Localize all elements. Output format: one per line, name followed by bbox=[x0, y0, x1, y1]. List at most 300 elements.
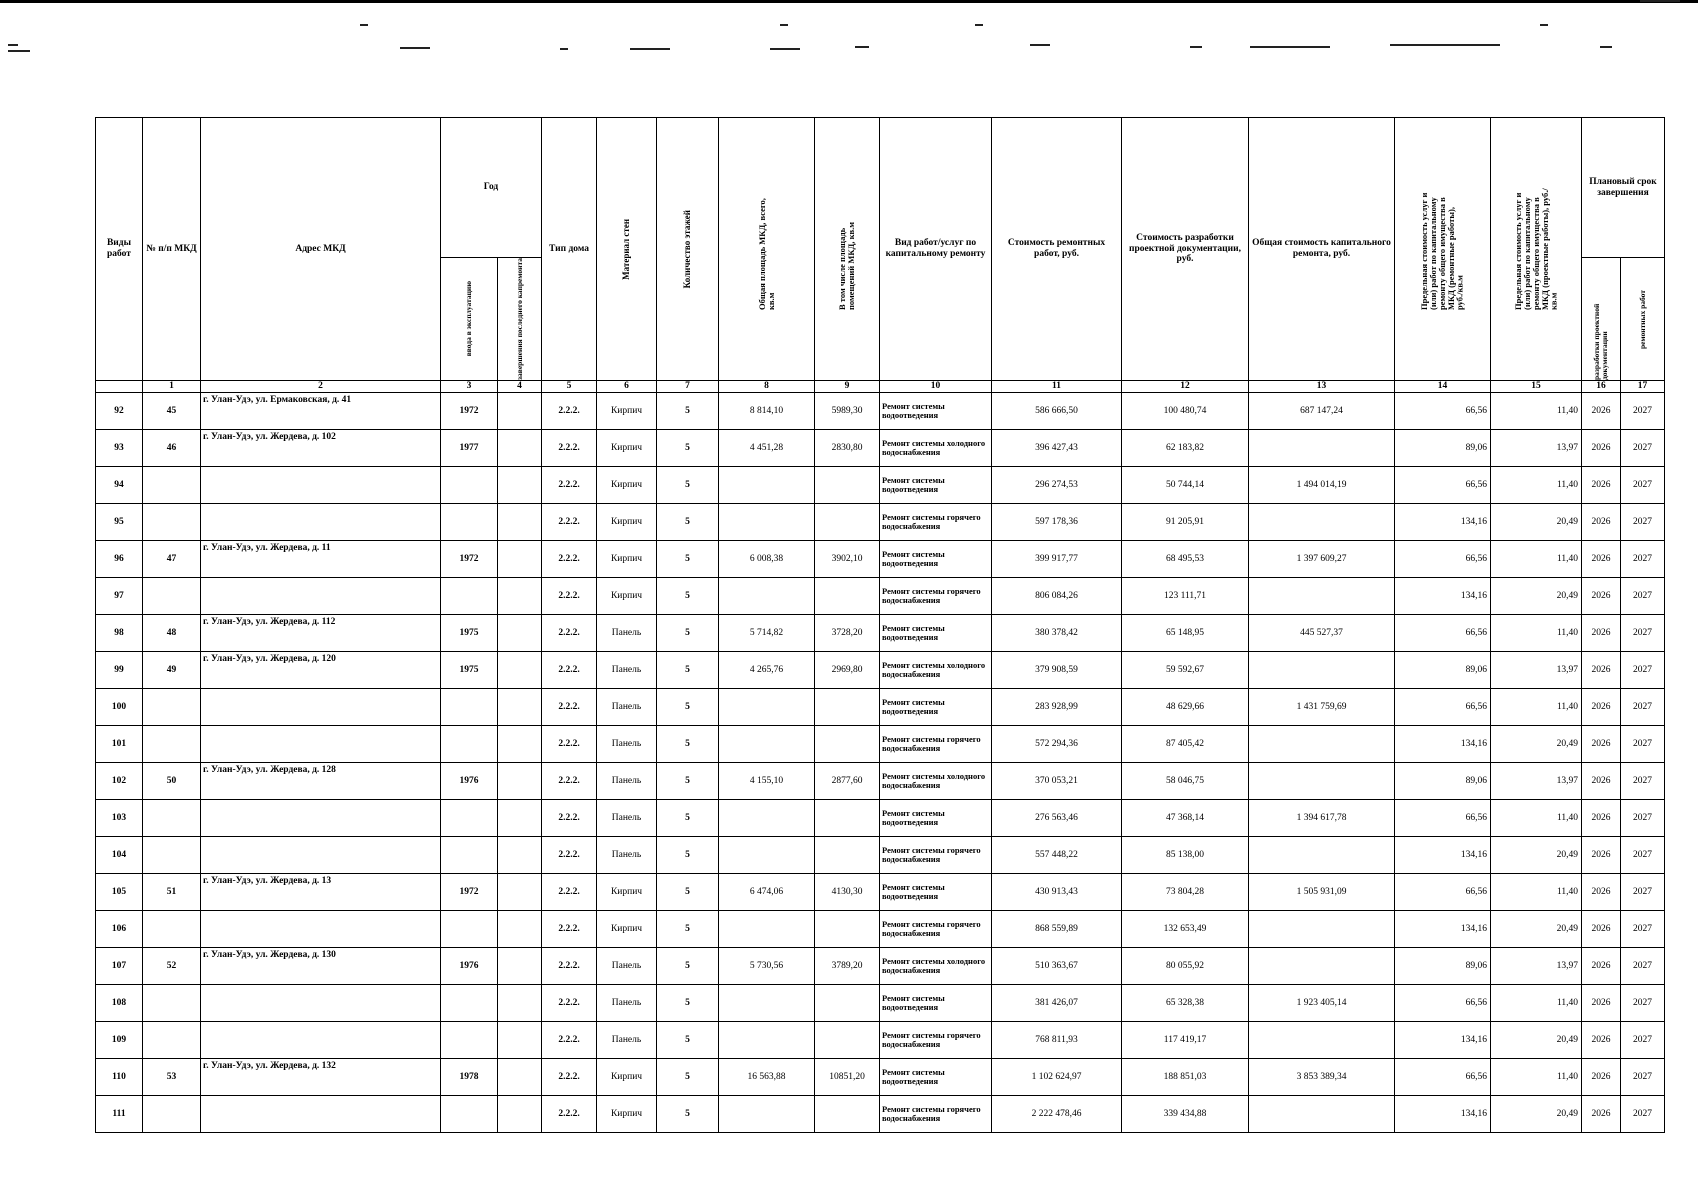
cell-floors: 5 bbox=[657, 947, 719, 984]
cell-term-design: 2026 bbox=[1582, 577, 1621, 614]
page-top-border bbox=[0, 0, 1698, 3]
cell-premises-area bbox=[815, 503, 880, 540]
cell-total-cost bbox=[1249, 577, 1395, 614]
cell-term-works: 2027 bbox=[1621, 1021, 1665, 1058]
cell-house-type: 2.2.2. bbox=[542, 429, 597, 466]
cell-total-cost: 1 431 759,69 bbox=[1249, 688, 1395, 725]
cell-year-last-repair bbox=[498, 799, 542, 836]
cell-design-cost: 123 111,71 bbox=[1122, 577, 1249, 614]
table-row bbox=[96, 984, 1665, 1021]
cell-house-type: 2.2.2. bbox=[542, 762, 597, 799]
column-number: 4 bbox=[498, 381, 542, 393]
cell-house-type: 2.2.2. bbox=[542, 466, 597, 503]
cell-year-built: 1972 bbox=[441, 540, 498, 577]
cell-work-type: Ремонт системы водоотведения bbox=[880, 466, 992, 503]
cell-design-cost: 80 055,92 bbox=[1122, 947, 1249, 984]
cell-address: г. Улан-Удэ, ул. Жердева, д. 128 bbox=[201, 762, 441, 799]
header-repair-cost: Стоимость ремонтных работ, руб. bbox=[992, 118, 1122, 381]
cell-work-type: Ремонт системы горячего водоснабжения bbox=[880, 1095, 992, 1132]
header-work-type: Вид работ/услуг по капитальному ремонту bbox=[880, 118, 992, 381]
cell-repair-cost: 868 559,89 bbox=[992, 910, 1122, 947]
cell-term-works: 2027 bbox=[1621, 762, 1665, 799]
cell-premises-area bbox=[815, 466, 880, 503]
cell-floors: 5 bbox=[657, 540, 719, 577]
cell-term-works: 2027 bbox=[1621, 799, 1665, 836]
cell-repair-cost: 510 363,67 bbox=[992, 947, 1122, 984]
cell-premises-area bbox=[815, 1021, 880, 1058]
cell-year-built bbox=[441, 836, 498, 873]
cell-limit-cost-design: 11,40 bbox=[1491, 540, 1582, 577]
cell-total-area: 4 265,76 bbox=[719, 651, 815, 688]
cell-limit-cost-repair: 66,56 bbox=[1395, 799, 1491, 836]
column-number: 7 bbox=[657, 381, 719, 393]
cell-year-built: 1977 bbox=[441, 429, 498, 466]
cell-limit-cost-design: 20,49 bbox=[1491, 910, 1582, 947]
header-total-cost: Общая стоимость капитального ремонта, руб. bbox=[1249, 118, 1395, 381]
cell-design-cost: 100 480,74 bbox=[1122, 392, 1249, 429]
cell-limit-cost-repair: 66,56 bbox=[1395, 392, 1491, 429]
cell-limit-cost-design: 11,40 bbox=[1491, 466, 1582, 503]
cell-term-works: 2027 bbox=[1621, 466, 1665, 503]
header-limit-cost-repair: Предельная стоимость услуг и (или) работ по капитальному ремонту общего имущества в МКД (ремонтные работы), руб./кв.м bbox=[1395, 118, 1491, 381]
header-year-built: ввода в эксплуатацию bbox=[441, 258, 498, 381]
cell-repair-cost: 597 178,36 bbox=[992, 503, 1122, 540]
cell-num-mkd bbox=[143, 984, 201, 1021]
cell-repair-cost: 586 666,50 bbox=[992, 392, 1122, 429]
header-num-mkd: № п/п МКД bbox=[143, 118, 201, 381]
cell-limit-cost-design: 13,97 bbox=[1491, 762, 1582, 799]
cell-year-last-repair bbox=[498, 614, 542, 651]
cell-address: г. Улан-Удэ, ул. Жердева, д. 130 bbox=[201, 947, 441, 984]
cell-term-works: 2027 bbox=[1621, 873, 1665, 910]
cell-work-type: Ремонт системы горячего водоснабжения bbox=[880, 725, 992, 762]
cell-term-works: 2027 bbox=[1621, 725, 1665, 762]
table-row bbox=[96, 614, 1665, 651]
cell-floors: 5 bbox=[657, 392, 719, 429]
table-row bbox=[96, 429, 1665, 466]
cell-term-design: 2026 bbox=[1582, 873, 1621, 910]
cell-term-design: 2026 bbox=[1582, 614, 1621, 651]
table-row bbox=[96, 1095, 1665, 1132]
cell-limit-cost-repair: 66,56 bbox=[1395, 688, 1491, 725]
cell-floors: 5 bbox=[657, 762, 719, 799]
table-row bbox=[96, 947, 1665, 984]
cell-wall-material: Кирпич bbox=[597, 540, 657, 577]
cell-num-mkd: 50 bbox=[143, 762, 201, 799]
cell-limit-cost-design: 11,40 bbox=[1491, 688, 1582, 725]
cell-wall-material: Панель bbox=[597, 1021, 657, 1058]
cell-term-works: 2027 bbox=[1621, 429, 1665, 466]
cell-limit-cost-design: 11,40 bbox=[1491, 1058, 1582, 1095]
header-address: Адрес МКД bbox=[201, 118, 441, 381]
cell-limit-cost-repair: 134,16 bbox=[1395, 910, 1491, 947]
cell-house-type: 2.2.2. bbox=[542, 688, 597, 725]
cell-design-cost: 68 495,53 bbox=[1122, 540, 1249, 577]
cell-work-type: Ремонт системы холодного водоснабжения bbox=[880, 762, 992, 799]
cell-num-mkd bbox=[143, 1021, 201, 1058]
cell-address: г. Улан-Удэ, ул. Жердева, д. 13 bbox=[201, 873, 441, 910]
cell-floors: 5 bbox=[657, 984, 719, 1021]
cell-term-design: 2026 bbox=[1582, 466, 1621, 503]
cell-total-area: 6 008,38 bbox=[719, 540, 815, 577]
cell-term-design: 2026 bbox=[1582, 725, 1621, 762]
cell-limit-cost-repair: 134,16 bbox=[1395, 836, 1491, 873]
cell-term-works: 2027 bbox=[1621, 651, 1665, 688]
cell-address bbox=[201, 688, 441, 725]
table-row bbox=[96, 651, 1665, 688]
cell-vid: 100 bbox=[96, 688, 143, 725]
cell-limit-cost-repair: 89,06 bbox=[1395, 762, 1491, 799]
cell-premises-area bbox=[815, 688, 880, 725]
table-row bbox=[96, 540, 1665, 577]
cell-premises-area: 2830,80 bbox=[815, 429, 880, 466]
cell-total-area bbox=[719, 503, 815, 540]
cell-address: г. Улан-Удэ, ул. Ермаковская, д. 41 bbox=[201, 392, 441, 429]
cell-limit-cost-repair: 89,06 bbox=[1395, 651, 1491, 688]
table-row bbox=[96, 688, 1665, 725]
cell-wall-material: Панель bbox=[597, 799, 657, 836]
cell-floors: 5 bbox=[657, 651, 719, 688]
cell-limit-cost-repair: 66,56 bbox=[1395, 873, 1491, 910]
cell-wall-material: Панель bbox=[597, 762, 657, 799]
cell-term-works: 2027 bbox=[1621, 836, 1665, 873]
cell-total-cost: 3 853 389,34 bbox=[1249, 1058, 1395, 1095]
column-number: 13 bbox=[1249, 381, 1395, 393]
cell-year-built: 1972 bbox=[441, 873, 498, 910]
column-number: 6 bbox=[597, 381, 657, 393]
cell-vid: 94 bbox=[96, 466, 143, 503]
cell-total-area bbox=[719, 725, 815, 762]
cell-year-built bbox=[441, 466, 498, 503]
cell-work-type: Ремонт системы водоотведения bbox=[880, 799, 992, 836]
cell-year-last-repair bbox=[498, 577, 542, 614]
cell-term-works: 2027 bbox=[1621, 540, 1665, 577]
cell-floors: 5 bbox=[657, 799, 719, 836]
cell-num-mkd: 45 bbox=[143, 392, 201, 429]
header-premises-area: В том числе площадь помещений МКД, кв.м bbox=[815, 118, 880, 381]
cell-design-cost: 48 629,66 bbox=[1122, 688, 1249, 725]
cell-year-last-repair bbox=[498, 836, 542, 873]
cell-num-mkd bbox=[143, 836, 201, 873]
cell-limit-cost-design: 20,49 bbox=[1491, 836, 1582, 873]
cell-limit-cost-design: 20,49 bbox=[1491, 1095, 1582, 1132]
cell-house-type: 2.2.2. bbox=[542, 1095, 597, 1132]
header-row bbox=[96, 118, 1665, 258]
cell-vid: 108 bbox=[96, 984, 143, 1021]
table-row bbox=[96, 836, 1665, 873]
cell-year-last-repair bbox=[498, 873, 542, 910]
cell-house-type: 2.2.2. bbox=[542, 984, 597, 1021]
cell-premises-area bbox=[815, 1095, 880, 1132]
cell-floors: 5 bbox=[657, 1058, 719, 1095]
cell-repair-cost: 1 102 624,97 bbox=[992, 1058, 1122, 1095]
cell-repair-cost: 379 908,59 bbox=[992, 651, 1122, 688]
cell-premises-area: 5989,30 bbox=[815, 392, 880, 429]
table-row bbox=[96, 910, 1665, 947]
cell-vid: 103 bbox=[96, 799, 143, 836]
cell-limit-cost-design: 11,40 bbox=[1491, 799, 1582, 836]
cell-premises-area: 4130,30 bbox=[815, 873, 880, 910]
cell-year-built: 1976 bbox=[441, 947, 498, 984]
cell-term-works: 2027 bbox=[1621, 392, 1665, 429]
cell-year-built bbox=[441, 1095, 498, 1132]
cell-limit-cost-repair: 66,56 bbox=[1395, 984, 1491, 1021]
cell-vid: 92 bbox=[96, 392, 143, 429]
cell-total-area bbox=[719, 1095, 815, 1132]
cell-total-area: 16 563,88 bbox=[719, 1058, 815, 1095]
cell-limit-cost-repair: 134,16 bbox=[1395, 1095, 1491, 1132]
cell-wall-material: Панель bbox=[597, 651, 657, 688]
cell-term-works: 2027 bbox=[1621, 1058, 1665, 1095]
table-row bbox=[96, 725, 1665, 762]
cell-design-cost: 58 046,75 bbox=[1122, 762, 1249, 799]
cell-vid: 99 bbox=[96, 651, 143, 688]
cell-year-last-repair bbox=[498, 1095, 542, 1132]
cell-year-last-repair bbox=[498, 651, 542, 688]
cell-vid: 105 bbox=[96, 873, 143, 910]
cell-num-mkd: 52 bbox=[143, 947, 201, 984]
cell-year-last-repair bbox=[498, 1021, 542, 1058]
cell-year-last-repair bbox=[498, 429, 542, 466]
table-row bbox=[96, 392, 1665, 429]
header-floors: Количество этажей bbox=[657, 118, 719, 381]
cell-address bbox=[201, 1095, 441, 1132]
cell-total-area bbox=[719, 910, 815, 947]
cell-num-mkd bbox=[143, 503, 201, 540]
cell-total-area: 8 814,10 bbox=[719, 392, 815, 429]
cell-term-works: 2027 bbox=[1621, 688, 1665, 725]
header-wall-material: Материал стен bbox=[597, 118, 657, 381]
cell-house-type: 2.2.2. bbox=[542, 577, 597, 614]
cell-vid: 101 bbox=[96, 725, 143, 762]
cell-total-cost bbox=[1249, 725, 1395, 762]
cell-house-type: 2.2.2. bbox=[542, 947, 597, 984]
cell-address bbox=[201, 836, 441, 873]
cell-house-type: 2.2.2. bbox=[542, 910, 597, 947]
cell-work-type: Ремонт системы горячего водоснабжения bbox=[880, 503, 992, 540]
cell-total-cost bbox=[1249, 836, 1395, 873]
cell-address bbox=[201, 725, 441, 762]
column-number: 17 bbox=[1621, 381, 1665, 393]
cell-vid: 96 bbox=[96, 540, 143, 577]
cell-address: г. Улан-Удэ, ул. Жердева, д. 132 bbox=[201, 1058, 441, 1095]
cell-repair-cost: 296 274,53 bbox=[992, 466, 1122, 503]
cell-year-built: 1972 bbox=[441, 392, 498, 429]
cell-house-type: 2.2.2. bbox=[542, 392, 597, 429]
cell-num-mkd: 49 bbox=[143, 651, 201, 688]
table-row bbox=[96, 503, 1665, 540]
cell-design-cost: 132 653,49 bbox=[1122, 910, 1249, 947]
cell-work-type: Ремонт системы водоотведения bbox=[880, 614, 992, 651]
cell-num-mkd: 47 bbox=[143, 540, 201, 577]
cell-design-cost: 85 138,00 bbox=[1122, 836, 1249, 873]
cell-repair-cost: 381 426,07 bbox=[992, 984, 1122, 1021]
cell-vid: 95 bbox=[96, 503, 143, 540]
cell-year-built bbox=[441, 577, 498, 614]
cell-limit-cost-design: 20,49 bbox=[1491, 1021, 1582, 1058]
cell-vid: 104 bbox=[96, 836, 143, 873]
column-number: 3 bbox=[441, 381, 498, 393]
cell-premises-area: 3902,10 bbox=[815, 540, 880, 577]
cell-work-type: Ремонт системы горячего водоснабжения bbox=[880, 1021, 992, 1058]
cell-vid: 109 bbox=[96, 1021, 143, 1058]
table-row bbox=[96, 1021, 1665, 1058]
cell-term-design: 2026 bbox=[1582, 1058, 1621, 1095]
cell-term-design: 2026 bbox=[1582, 540, 1621, 577]
cell-repair-cost: 283 928,99 bbox=[992, 688, 1122, 725]
cell-year-built bbox=[441, 1021, 498, 1058]
cell-term-design: 2026 bbox=[1582, 1095, 1621, 1132]
cell-floors: 5 bbox=[657, 614, 719, 651]
cell-wall-material: Панель bbox=[597, 725, 657, 762]
cell-wall-material: Кирпич bbox=[597, 503, 657, 540]
cell-total-area: 4 155,10 bbox=[719, 762, 815, 799]
table-row bbox=[96, 466, 1665, 503]
cell-work-type: Ремонт системы водоотведения bbox=[880, 540, 992, 577]
cell-total-area bbox=[719, 1021, 815, 1058]
cell-year-last-repair bbox=[498, 466, 542, 503]
cell-work-type: Ремонт системы водоотведения bbox=[880, 873, 992, 910]
cell-term-design: 2026 bbox=[1582, 688, 1621, 725]
cell-floors: 5 bbox=[657, 688, 719, 725]
cell-total-cost: 1 494 014,19 bbox=[1249, 466, 1395, 503]
cell-limit-cost-repair: 89,06 bbox=[1395, 947, 1491, 984]
cell-limit-cost-design: 20,49 bbox=[1491, 503, 1582, 540]
cell-term-design: 2026 bbox=[1582, 799, 1621, 836]
cell-wall-material: Кирпич bbox=[597, 910, 657, 947]
cell-num-mkd bbox=[143, 725, 201, 762]
header-term-works: ремонтных работ bbox=[1621, 258, 1665, 381]
cell-year-built bbox=[441, 725, 498, 762]
cell-limit-cost-design: 13,97 bbox=[1491, 651, 1582, 688]
cell-premises-area bbox=[815, 725, 880, 762]
column-number: 15 bbox=[1491, 381, 1582, 393]
cell-limit-cost-repair: 66,56 bbox=[1395, 540, 1491, 577]
cell-num-mkd bbox=[143, 466, 201, 503]
cell-work-type: Ремонт системы горячего водоснабжения bbox=[880, 577, 992, 614]
capital-repair-table bbox=[95, 117, 1665, 1133]
cell-floors: 5 bbox=[657, 503, 719, 540]
cell-total-area: 5 730,56 bbox=[719, 947, 815, 984]
cell-premises-area: 2969,80 bbox=[815, 651, 880, 688]
cell-year-last-repair bbox=[498, 947, 542, 984]
cell-floors: 5 bbox=[657, 466, 719, 503]
cell-total-cost bbox=[1249, 910, 1395, 947]
cell-design-cost: 188 851,03 bbox=[1122, 1058, 1249, 1095]
column-number: 12 bbox=[1122, 381, 1249, 393]
cell-vid: 107 bbox=[96, 947, 143, 984]
table-row bbox=[96, 799, 1665, 836]
cell-term-works: 2027 bbox=[1621, 910, 1665, 947]
cell-term-works: 2027 bbox=[1621, 1095, 1665, 1132]
cell-floors: 5 bbox=[657, 910, 719, 947]
cell-wall-material: Кирпич bbox=[597, 577, 657, 614]
cell-house-type: 2.2.2. bbox=[542, 503, 597, 540]
header-total-area: Общая площадь МКД, всего, кв.м bbox=[719, 118, 815, 381]
cell-repair-cost: 557 448,22 bbox=[992, 836, 1122, 873]
cell-limit-cost-design: 20,49 bbox=[1491, 725, 1582, 762]
cell-term-design: 2026 bbox=[1582, 1021, 1621, 1058]
cell-vid: 98 bbox=[96, 614, 143, 651]
cell-work-type: Ремонт системы холодного водоснабжения bbox=[880, 429, 992, 466]
cell-address: г. Улан-Удэ, ул. Жердева, д. 120 bbox=[201, 651, 441, 688]
column-number-row bbox=[96, 381, 1665, 393]
cell-vid: 102 bbox=[96, 762, 143, 799]
header-term-design: разработки проектной документации bbox=[1582, 258, 1621, 381]
cell-wall-material: Панель bbox=[597, 947, 657, 984]
cell-term-design: 2026 bbox=[1582, 392, 1621, 429]
cell-floors: 5 bbox=[657, 725, 719, 762]
cell-num-mkd: 48 bbox=[143, 614, 201, 651]
cell-total-cost bbox=[1249, 429, 1395, 466]
cell-num-mkd bbox=[143, 799, 201, 836]
cell-num-mkd bbox=[143, 1095, 201, 1132]
cell-limit-cost-repair: 66,56 bbox=[1395, 614, 1491, 651]
cell-address bbox=[201, 984, 441, 1021]
cell-house-type: 2.2.2. bbox=[542, 799, 597, 836]
cell-wall-material: Кирпич bbox=[597, 1058, 657, 1095]
cell-work-type: Ремонт системы холодного водоснабжения bbox=[880, 947, 992, 984]
cell-total-cost: 1 394 617,78 bbox=[1249, 799, 1395, 836]
header-year: Год bbox=[441, 118, 542, 258]
cell-premises-area bbox=[815, 910, 880, 947]
cell-term-design: 2026 bbox=[1582, 947, 1621, 984]
cell-limit-cost-design: 13,97 bbox=[1491, 947, 1582, 984]
cell-repair-cost: 806 084,26 bbox=[992, 577, 1122, 614]
header-vid-rabot: Виды работ bbox=[96, 118, 143, 381]
cell-design-cost: 339 434,88 bbox=[1122, 1095, 1249, 1132]
cell-work-type: Ремонт системы водоотведения bbox=[880, 392, 992, 429]
cell-year-last-repair bbox=[498, 688, 542, 725]
cell-house-type: 2.2.2. bbox=[542, 873, 597, 910]
cell-term-works: 2027 bbox=[1621, 577, 1665, 614]
cell-year-built bbox=[441, 984, 498, 1021]
cell-house-type: 2.2.2. bbox=[542, 836, 597, 873]
cell-house-type: 2.2.2. bbox=[542, 1021, 597, 1058]
column-number: 1 bbox=[143, 381, 201, 393]
cell-limit-cost-repair: 66,56 bbox=[1395, 466, 1491, 503]
cell-year-last-repair bbox=[498, 540, 542, 577]
cell-design-cost: 87 405,42 bbox=[1122, 725, 1249, 762]
cell-total-cost bbox=[1249, 1021, 1395, 1058]
cell-design-cost: 65 148,95 bbox=[1122, 614, 1249, 651]
cell-wall-material: Кирпич bbox=[597, 429, 657, 466]
cell-limit-cost-repair: 89,06 bbox=[1395, 429, 1491, 466]
cell-house-type: 2.2.2. bbox=[542, 725, 597, 762]
cell-premises-area: 10851,20 bbox=[815, 1058, 880, 1095]
cell-vid: 97 bbox=[96, 577, 143, 614]
header-design-cost: Стоимость разработки проектной документации, руб. bbox=[1122, 118, 1249, 381]
cell-year-built: 1976 bbox=[441, 762, 498, 799]
cell-floors: 5 bbox=[657, 1095, 719, 1132]
cell-vid: 111 bbox=[96, 1095, 143, 1132]
cell-year-last-repair bbox=[498, 762, 542, 799]
cell-term-design: 2026 bbox=[1582, 984, 1621, 1021]
cell-total-area bbox=[719, 799, 815, 836]
cell-premises-area: 3728,20 bbox=[815, 614, 880, 651]
cell-design-cost: 62 183,82 bbox=[1122, 429, 1249, 466]
table-row bbox=[96, 1058, 1665, 1095]
cell-year-last-repair bbox=[498, 725, 542, 762]
cell-wall-material: Кирпич bbox=[597, 466, 657, 503]
column-number: 8 bbox=[719, 381, 815, 393]
cell-wall-material: Панель bbox=[597, 688, 657, 725]
cell-wall-material: Панель bbox=[597, 984, 657, 1021]
cell-year-built: 1975 bbox=[441, 614, 498, 651]
cell-floors: 5 bbox=[657, 429, 719, 466]
cell-design-cost: 47 368,14 bbox=[1122, 799, 1249, 836]
cell-num-mkd: 53 bbox=[143, 1058, 201, 1095]
